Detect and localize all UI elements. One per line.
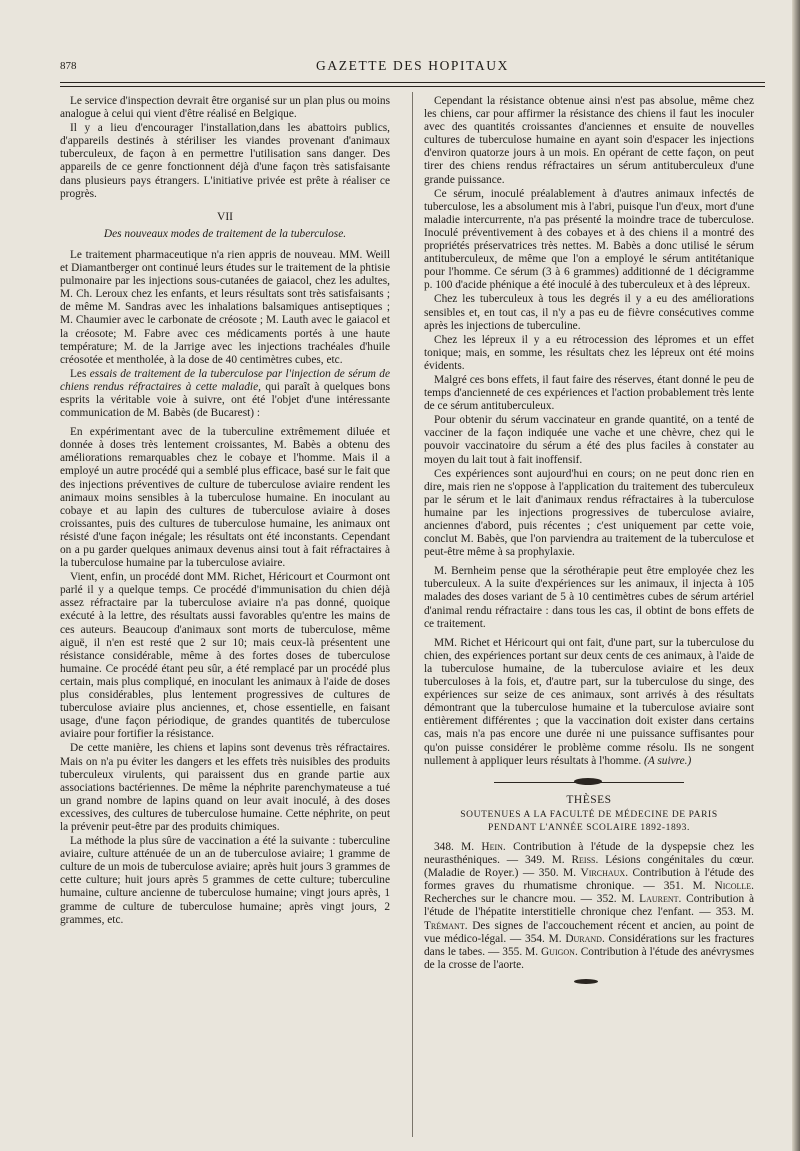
running-title: GAZETTE DES HOPITAUX [316, 58, 509, 73]
thesis-author: Reiss [571, 854, 596, 867]
paragraph [424, 637, 754, 768]
paragraph: En expérimentant avec de la tuberculine extrêmement diluée et donnée à doses très lentement croissantes, M. Babès a obtenu des améliorations remarquables chez le cobaye et l'homme. Mais il a employé un autre procédé qui a semblé plus efficace, basé sur le fait que des injections préventives de culture de tuberculose aviaire rendent les animaux moins sensibles à la tuberculose humaine. En inoculant au cobaye et au lapin des cultures de tuberculose aviaire à doses croissantes, puis des cultures de tuberculose humaine, les animaux ont résisté d'une façon inégale; les résultats ont été inconstants. Cependant on a pu garder quelques animaux devenus ainsi tout à fait réfractaires à la tuberculose humaine par la tuberculose aviaire. [60, 426, 390, 570]
paragraph: Malgré ces bons effets, il faut faire des réserves, étant donné le peu de temps d'ancienneté de ces expériences et l'action probablement très lente de ce sérum antituberculeux. [424, 373, 754, 413]
thesis-number: 355. M. [502, 945, 541, 958]
thesis-title: . Contribution à l'étude de l'hépatite interstitielle chronique chez l'enfant. — [424, 893, 754, 919]
left-column [60, 95, 390, 927]
thesis-title: . Contribution à l'étude de la dyspepsie chez les neurasthéniques. — [424, 840, 754, 867]
thesis-title: . Des signes de l'accouchement récent et ancien, au point de vue médico-légal. — [424, 919, 754, 945]
thesis-number: 353. M. [715, 906, 754, 919]
thesis-number: 349. M. [524, 854, 572, 867]
paragraph: Cependant la résistance obtenue ainsi n'est pas absolue, même chez les chiens, car pour affirmer la résistance des chiens il faut les inoculer avec des quantités croissantes d'anciennes et ensuite de nouvelles cultures de tuberculose humaine en ayant soin d'espacer les injections d'environ quatorze jours à un mois. En opérant de cette façon, on peut tirer des chiens rendus réfractaires un sérum antituberculeux d'une grande puissance. [424, 95, 754, 186]
thesis-title: . Lésions congénitales du cœur. (Maladie de Royer.) — [424, 854, 754, 880]
thesis-author: Guigon [540, 945, 575, 958]
paragraph: Ces expériences sont aujourd'hui en cours; on ne peut donc rien en dire, mais rien ne s'oppose à l'application du traitement des tuberculeux par le sérum et le lait d'animaux rendus réfractaires à la tuberculose humaine par les injections progressives de tuberculose aviaire, anciennes d'abord, puis récentes ; c'est uniquement par cette voie, conclut M. Babès, que l'on parviendra au traitement de la tuberculose et peut-être même à sa prophylaxie. [424, 467, 754, 559]
header-rule-thin [60, 86, 765, 87]
section-title: Des nouveaux modes de traitement de la tuberculose. [103, 227, 347, 240]
paragraph: M. Bernheim pense que la sérothérapie peut être employée chez les tuberculeux. A la suite d'expériences sur les animaux, il injecta à 105 malades des doses variant de 5 à 10 centimètres cubes de sérum artériel d'animal rendu réfractaire : dans tous les cas, il obtint de bons effets de ce traitement. [424, 565, 754, 630]
paragraph: Le traitement pharmaceutique n'a rien appris de nouveau. MM. Weill et Diamantberger ont continué leurs études sur le traitement de la phtisie pulmonaire par les injections sous-cutanées de gaiacol, chez les adultes, M. Ch. Leroux chez les enfants, et leurs résultats sont très satisfaisants ; de même M. Sandras avec les inhalations balsamiques antiseptiques ; M. Chaumier avec le carbonate de créosote ; M. Lauth avec le gaiacol et la créosote; M. Fabre avec ces médicaments portés à une haute température; M. de la Jarrige avec les injections trachéales d'huile créosotée et mentholée, à la dose de 40 centimètres cubes, etc. [60, 248, 390, 366]
right-column [424, 95, 754, 985]
thesis-title: . Contribution à l'étude des anévrysmes de la crosse de l'aorte. [424, 945, 755, 971]
end-ornament [424, 979, 754, 985]
thesis-author: Nicolle [714, 880, 752, 893]
page-number: 878 [60, 60, 77, 72]
column-separator [412, 92, 413, 1137]
ornament-rule [424, 777, 754, 787]
paragraph: Vient, enfin, un procédé dont MM. Richet, Héricourt et Courmont ont parlé il y a quelque temps. Ce procédé d'immunisation du chien déjà assez réfractaire par la tuberculose aviaire n'a pas donné, quoique exécuté à la lettre, des résultats aussi favorables qu'entre les mains de ces auteurs. Beaucoup d'animaux sont morts de tuberculose, même aiguë, il n'en est resté que 2 sur 10; mais ceux-là présentent une résistance considérable, même à des fortes doses de tuberculose humaine. Ce procédé étant peu sûr, a été remplacé par un procédé plus certain, mais plus compliqué, en inoculant les animaux à l'aide de doses plus considérables, plus lentement progressives de cultures de tuberculose aviaire plus anciennes, et, chose essentielle, en faisant usage, d'une façon périodique, de grandes quantités de tuberculose aviaire pour fortifier la résistance. [60, 571, 390, 741]
thesis-number: 354. M. [525, 932, 566, 945]
header-rule-thick [60, 82, 765, 83]
ornament-dot [574, 979, 598, 984]
theses-title: THÈSES [566, 793, 612, 806]
thesis-title: . Considérations sur les fractures dans le tabes. — [424, 932, 754, 958]
thesis-author: Trémant [424, 919, 465, 932]
theses-subtitle: SOUTENUES A LA FACULTÉ DE MÉDECINE DE PARIS [460, 809, 718, 820]
ornament-dot [574, 778, 602, 785]
thesis-title: . Contribution à l'étude des formes graves du rhumatisme chronique. — [424, 867, 754, 893]
text-run: qui paraît à quelques bons esprits la véritable voie à suivre, ont été l'objet d'une intéressante communication de M. Babès (de Bucarest) : [60, 380, 390, 420]
thesis-number: 352. M. [596, 893, 640, 906]
paragraph: Le service d'inspection devrait être organisé sur un plan plus ou moins analogue à celui qui vient d'être réalisé en Belgique. [60, 95, 390, 121]
thesis-number: 351. M. [663, 880, 715, 893]
thesis-number: 348. M. [434, 840, 482, 853]
paragraph: Il y a lieu d'encourager l'installation,dans les abattoirs publics, d'appareils destinés à stériliser les viandes provenant d'animaux tuberculeux, de façon à en permettre l'utilisation sans danger. Des appareils de ce genre fonctionnent déjà d'une façon très satisfaisante dans plusieurs pays étrangers. L'initiative privée est prête à réaliser ce progrès. [60, 122, 390, 200]
page-edge-shadow [792, 0, 800, 1151]
paragraph: Ce sérum, inoculé préalablement à d'autres animaux infectés de tuberculose, les a absolument mis à l'abri, puisque l'un d'eux, mort d'une maladie intercurrente, n'a pas présenté la moindre trace de tuberculose. Inoculé préventivement à des cobayes et à des chiens il a montré des propriétés préservatrices très nettes. M. Babès a donc utilisé le sérum antituberculeux, de même que l'on a employé le sérum antitétanique pour l'homme. Ce sérum (3 à 6 grammes) additionné de 1 décigramme p. 100 d'acide phénique a été inoculé à des tuberculeux et à des lépreux. [424, 187, 754, 292]
thesis-number: 350. M. [538, 867, 581, 880]
theses-subtitle-year: PENDANT L'ANNÉE SCOLAIRE 1892-1893. [488, 822, 690, 833]
paragraph: De cette manière, les chiens et lapins sont devenus très réfractaires. Mais on n'a pu éviter les dangers et les effets très nuisibles des produits tuberculeux virulents, qui paraissent dus en grande partie aux associations bactériennes. De même la néphrite parenchymateuse a tué un grand nombre de lapins quand on leur avait inoculé, à des doses excessives, des cultures de tuberculose humaine. Cette néphrite, on peut la prévenir peut-être par des produits chimiques. [60, 742, 390, 833]
thesis-author: Hein [481, 840, 503, 853]
theses-list [424, 841, 754, 972]
to-be-continued: (A suivre.) [644, 754, 692, 767]
page-header [60, 56, 765, 80]
paragraph: Pour obtenir du sérum vaccinateur en grande quantité, on a tenté de vacciner de la façon indiquée une vache et une chèvre, chez qui le pouvoir vaccinatoire du sérum a été des plus faciles à constater au moyen du lait tout à fait inoffensif. [424, 414, 754, 466]
section-number: VII [217, 210, 233, 223]
thesis-author: Laurent [639, 893, 679, 906]
text-run: Les [70, 367, 90, 380]
thesis-title: . Recherches sur le chancre mou. — [424, 880, 754, 906]
thesis-author: Durand [565, 932, 602, 945]
paragraph [60, 368, 390, 420]
paragraph: La méthode la plus sûre de vaccination a été la suivante : tuberculine aviaire, culture atténuée de un an de tuberculose aviaire; 1 gramme de culture de un mois de tuberculose aviaire; après huit jours 3 grammes de cette culture; huit jours après 5 grammes de cette culture; tuberculine humaine, culture ancienne de tuberculose humaine; vingt jours après, 1 gramme de culture de tuberculose humaine; après vingt jours, 2 grammes, etc. [60, 835, 390, 926]
italic-text: essais de traitement de la tuberculose par l'injection de sérum de chiens rendus réfractaires à cette maladie, [60, 367, 391, 393]
text-run: MM. Richet et Héricourt qui ont fait, d'une part, sur la tuberculose du chien, des expériences portant sur deux cents de ces animaux, à l'aide de la tuberculose humaine, de la tuberculose aviaire et les deux tuberculoses à la fois, et, d'autre part, sur la tuberculose du singe, des expériences sur seize de ces animaux, sont arrivés à des résultats démontrant que la tuberculose humaine et la tuberculose aviaire sont entièrement différentes ; que la vaccination doit exister dans certains cas, mais n'a pas encore une durée ni une puissance suffisantes pour qu'on puisse considérer le problème comme résolu. Ils ne songent nullement à appliquer leurs résultats à l'homme. [424, 636, 754, 767]
paragraph: Chez les tuberculeux à tous les degrés il y a eu des améliorations sensibles et, en tout cas, il n'y a pas eu de fièvre consécutives comme après les injections de tuberculine. [424, 293, 754, 332]
thesis-author: Virchaux [580, 867, 626, 880]
paragraph: Chez les lépreux il y a eu rétrocession des lépromes et un effet tonique; mais, en somme, les résultats chez les lépreux ont été moins évidents. [424, 333, 754, 372]
